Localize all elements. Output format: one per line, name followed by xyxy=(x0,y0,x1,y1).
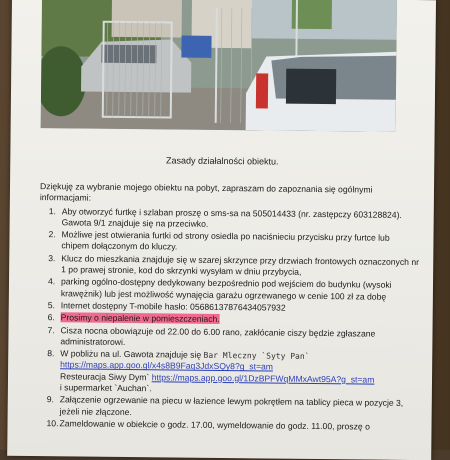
paper-sheet xyxy=(7,0,436,460)
intro-paragraph: Dziękuję za wybranie mojego obiektu na pobyt, zapraszam do zapoznania się ogólnymi informacjami: xyxy=(39,181,373,203)
list-item: 4. parking ogólno-dostępny dedykowany bezpośrednio pod wejściem do budynku (wysoki krawężnik) lub jest możliwość wynajęcia garażu ogrzewanego w cenie 100 zł za dobę xyxy=(47,276,392,302)
list-item: 5. Internet dostępny T-mobile hasło: 05686137876434057932 xyxy=(47,300,286,313)
rules-list xyxy=(37,206,419,434)
map-link-bar[interactable]: https://maps.app.goo.gl/x4s8B9Faq3JdxSQy8?g_st=am xyxy=(60,359,274,372)
list-item: 9. Załączenie ogrzewanie na piecu w łazience lewym pokrętłem na tablicy pieca w pozycje 3, jeżeli nie złączone. xyxy=(46,394,404,417)
list-item: 8. W pobliżu na ul. Gawota znajduje się Bar Mleczny `Syty Pan` https://maps.app.goo.gl/x4s8B9Faq3JdxSQy8?g_st=am Resteuracja Siwy Dym` https://maps.app.goo.gl/1DzBPFWqMMxAwt95A?g_st=am i supermarket `Auchan`. xyxy=(47,348,375,394)
parking-photo xyxy=(41,0,397,132)
map-link-restaurant[interactable]: https://maps.app.goo.gl/1DzBPFWqMMxAwt95A?g_st=am xyxy=(151,372,375,385)
restaurant-name: Bar Mleczny `Syty Pan` xyxy=(203,350,310,362)
list-item: 6. Prosimy o niepalenie w pomieszczeniach. xyxy=(47,312,220,325)
list-item: 3. Klucz do mieszkania znajduje się w szarej skrzynce przy drzwiach frontowych oznaczonych nr 1 po prawej stronie, kod do skrzynki wysyłam w dniu przybycia, xyxy=(48,252,420,277)
list-item: 1. Aby otworzyć furtkę i szlaban proszę o sms-sa na 505014433 (nr. zastępczy 603128824). Gawota 9/1 znajduje się na przeciwko. xyxy=(48,205,402,229)
list-item: 7. Cisza nocna obowiązuje od 22.00 do 6.00 rano, zakłócanie ciszy będzie zgłaszane administratorowi. xyxy=(47,324,376,347)
document-title: Zasady działalności obiektu. xyxy=(165,155,279,167)
highlighted-text: Prosimy o niepalenie w pomieszczeniach. xyxy=(60,312,220,325)
list-item: 2. Możliwe jest otwierania furtki od strony osiedla po naciśnieciu przycisku przy furtce lub chipem dołączonym do kluczy. xyxy=(48,229,390,253)
list-item: 10. Zameldowanie w obiekcie o godz. 17.00, wymeldowanie do godz. 11.00, proszę o xyxy=(46,418,370,432)
document-body xyxy=(37,181,420,434)
